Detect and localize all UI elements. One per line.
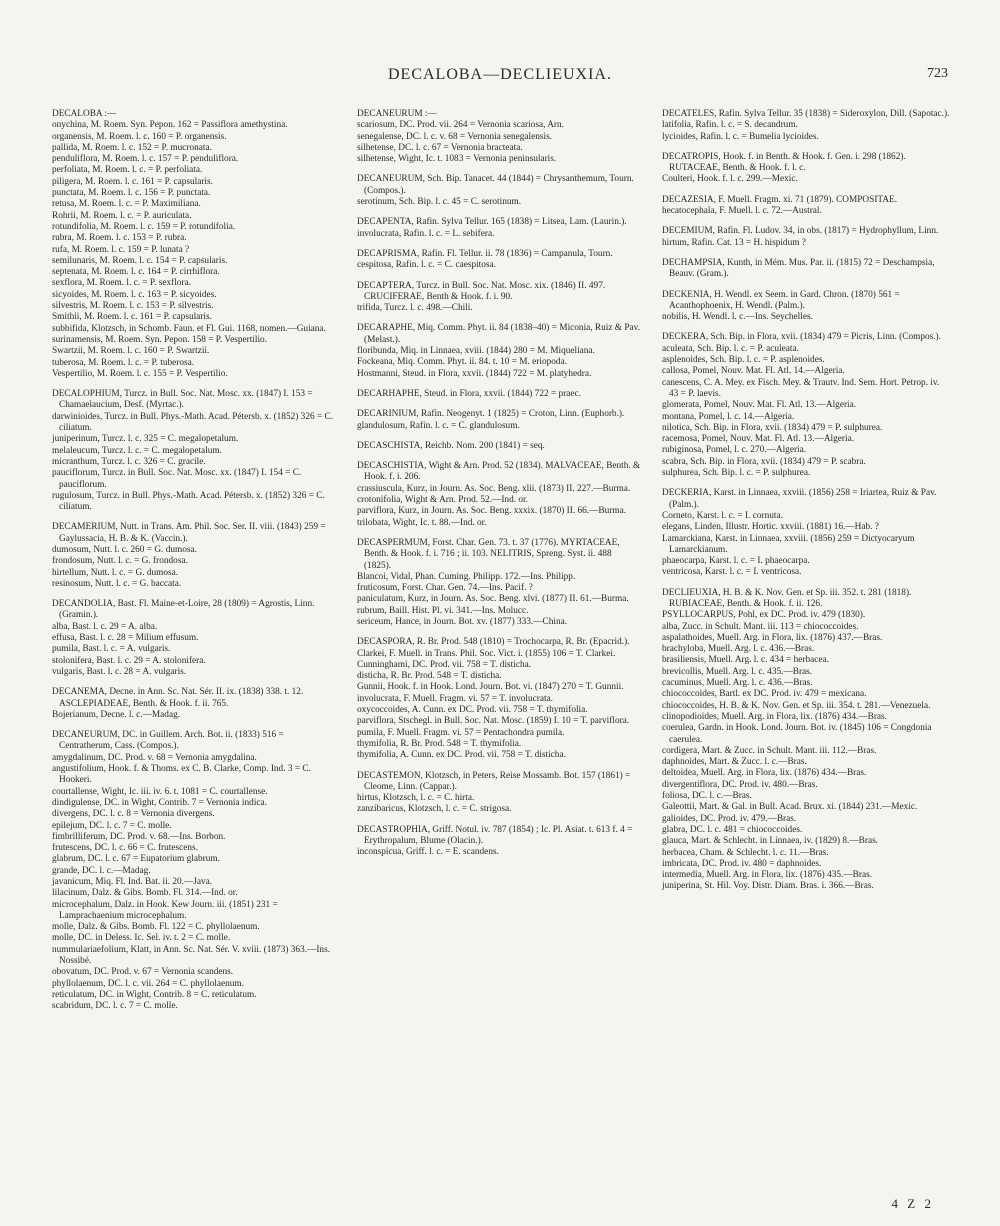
entry-line: involucrata, Rafin. l. c. = L. sebifera.	[357, 228, 495, 239]
entry-line: senegalense, DC. l. c. v. 68 = Vernonia senegalensis.	[357, 131, 553, 142]
entry-line: crassiuscula, Kurz, in Journ. As. Soc. Beng. xlii. (1873) II. 227.—Burma.	[357, 483, 631, 494]
dictionary-entry	[662, 195, 950, 218]
dictionary-entry	[52, 109, 336, 380]
entry-line: rotundifolia, M. Roem. l. c. 159 = P. rotundifolia.	[52, 221, 236, 232]
column-left	[52, 109, 336, 1022]
entry-line: herbacea, Cham. & Schlecht. l. c. 11.—Bras.	[662, 847, 829, 858]
entry-line: brasiliensis, Muell. Arg. l. c. 434 = herbacea.	[662, 655, 829, 666]
entry-line: phyllolaenum, DC. l. c. vii. 264 = C. phyllolaenum.	[52, 978, 244, 989]
dictionary-entry	[357, 409, 641, 432]
entry-heading: DECANEMA, Decne. in Ann. Sc. Nat. Sér. II. ix. (1838) 338. t. 12. ASCLEPIADEAE, Benth. & Hook. f. ii. 765.	[52, 687, 304, 709]
entry-line: molle, DC. in Deless. Ic. Sel. iv. t. 2 = C. molle.	[52, 933, 231, 944]
running-head	[0, 66, 1000, 86]
entry-line: sexflora, M. Roem. l. c. = P. sexflora.	[52, 278, 191, 289]
entry-line: rubiginosa, Pomel, l. c. 270.—Algeria.	[662, 445, 807, 456]
entry-line: dindigulense, DC. in Wight, Contrib. 7 = Vernonia indica.	[52, 797, 267, 808]
entry-line: micranthum, Turcz. l. c. 326 = C. gracile.	[52, 456, 206, 467]
entry-line: epilejum, DC. l. c. 7 = C. molle.	[52, 820, 172, 831]
entry-line: paniculatum, Kurz, in Journ. As. Soc. Beng. xlvi. (1877) II. 61.—Burma.	[357, 594, 629, 605]
entry-line: grande, DC. l. c.—Madag.	[52, 865, 151, 876]
entry-line: effusa, Bast. l. c. 28 = Milium effusum.	[52, 633, 199, 644]
entry-line: glabra, DC. l. c. 481 = chiococcoides.	[662, 824, 803, 835]
entry-line: scabra, Sch. Bip. in Flora, xvii. (1834) 479 = P. scabra.	[662, 456, 866, 467]
entry-heading: DECAPTERA, Turcz. in Bull. Soc. Nat. Mosc. xix. (1846) II. 497. CRUCIFERAE, Benth & Hook. f. i. 90.	[357, 280, 606, 302]
entry-line: chiococcoides, H. B. & K. Nov. Gen. et Sp. iii. 354. t. 281.—Venezuela.	[662, 700, 931, 711]
entry-heading: DECALOPHIUM, Turcz. in Bull. Soc. Nat. Mosc. xx. (1847) I. 153 = Chamaelaucium, Desf. (Myrtac.).	[52, 389, 313, 411]
column-middle	[357, 109, 641, 868]
entry-line: involucrata, F. Muell. Fragm. vi. 57 = T. involucrata.	[357, 693, 553, 704]
entry-line: sericeum, Hance, in Journ. Bot. xv. (1877) 333.—China.	[357, 616, 568, 627]
entry-line: penduliflora, M. Roem. l. c. 157 = P. penduliflora.	[52, 154, 239, 165]
entry-line: pumila, F. Muell. Fragm. vi. 57 = Pentachondra pumila.	[357, 727, 565, 738]
entry-line: Blancoi, Vidal, Phan. Cuming. Philipp. 172.—Ins. Philipp.	[357, 571, 576, 582]
dictionary-entry	[662, 109, 950, 143]
dictionary-entry	[52, 389, 336, 513]
entry-line: Vespertilio, M. Roem. l. c. 155 = P. Vespertilio.	[52, 368, 228, 379]
entry-line: trilobata, Wight, Ic. t. 88.—Ind. or.	[357, 517, 487, 528]
entry-line: phaeocarpa, Karst. l. c. = I. phaeocarpa.	[662, 556, 810, 567]
entry-line: nilotica, Sch. Bip. in Flora, xvii. (1834) 479 = P. sulphurea.	[662, 422, 883, 433]
entry-line: Corneto, Karst. l. c. = I. cornuta.	[662, 510, 783, 521]
entry-line: piligera, M. Roem. l. c. 161 = P. capsularis.	[52, 176, 213, 187]
entry-line: fimbrilliferum, DC. Prod. v. 68.—Ins. Borbon.	[52, 831, 226, 842]
dictionary-entry	[662, 588, 950, 893]
dictionary-entry	[52, 599, 336, 678]
dictionary-entry	[662, 152, 950, 186]
entry-line: serotinum, Sch. Bip. l. c. 45 = C. serotinum.	[357, 197, 522, 208]
dictionary-entry	[357, 771, 641, 816]
entry-heading: DECASPERMUM, Forst. Char. Gen. 73. t. 37 (1776). MYRTACEAE, Benth. & Hook. f. i. 716 ; ii. 103. NELITRIS, Spreng. Syst. ii. 488 (1825).	[357, 537, 620, 571]
entry-line: inconspicua, Griff. l. c. = E. scandens.	[357, 847, 499, 858]
dictionary-entry	[662, 258, 950, 281]
dictionary-entry	[357, 249, 641, 272]
entry-line: Rohrii, M. Roem. l. c. = P. auriculata.	[52, 210, 192, 221]
signature-mark: 4 Z 2	[891, 1196, 934, 1211]
entry-heading: DECARINIUM, Rafin. Neogenyt. 1 (1825) = Croton, Linn. (Euphorb.).	[357, 409, 625, 420]
entry-line: melaleucum, Turcz. l. c. = C. megalopetalum.	[52, 445, 222, 456]
entry-line: juniperinum, Turcz. l. c. 325 = C. megalopetalum.	[52, 434, 239, 445]
dictionary-entry	[357, 441, 641, 452]
entry-line: latifolia, Rafin. l. c. = S. decandrum.	[662, 120, 798, 131]
entry-line: canescens, C. A. Mey. ex Fisch. Mey. & Trautv. Ind. Sem. Hort. Petrop. iv. 43 = P. laevis.	[662, 377, 940, 399]
entry-heading: DECARAPHE, Miq. Comm. Phyt. ii. 84 (1838–40) = Miconia, Ruiz & Pav. (Melast.).	[357, 323, 641, 345]
entry-line: galioides, DC. Prod. iv. 479.—Bras.	[662, 813, 797, 824]
entry-line: trifida, Turcz. l. c. 498.—Chili.	[357, 303, 473, 314]
entry-heading: DECASCHISTA, Reichb. Nom. 200 (1841) = seq.	[357, 440, 545, 451]
entry-line: silhetense, DC. l. c. 67 = Vernonia bracteata.	[357, 142, 523, 153]
entry-line: brachyloba, Muell. Arg. l. c. 436.—Bras.	[662, 644, 815, 655]
entry-line: zanzibaricus, Klotzsch, l. c. = C. strigosa.	[357, 804, 512, 815]
entry-heading: DECKENIA, H. Wendl. ex Seem. in Gard. Chron. (1870) 561 = Acanthophoenix, H. Wendl. (Palm.).	[662, 289, 900, 311]
entry-line: angustifolium, Hook. f. & Thoms. ex C. B. Clarke, Comp. Ind. 3 = C. Hookeri.	[52, 764, 311, 786]
entry-line: silhetense, Wight, Ic. t. 1083 = Vernonia peninsularis.	[357, 154, 557, 165]
entry-line: divergens, DC. l. c. 8 = Vernonia divergens.	[52, 809, 215, 820]
entry-line: cacuminus, Muell. Arg. l. c. 436.—Bras.	[662, 678, 813, 689]
entry-line: tuberosa, M. Roem. l. c. = P. tuberosa.	[52, 357, 195, 368]
entry-line: imbricata, DC. Prod. iv. 480 = daphnoides.	[662, 858, 822, 869]
entry-line: perfoliata, M. Roem. l. c. = P. perfoliata.	[52, 165, 203, 176]
entry-heading: DECAPRISMA, Rafin. Fl. Tellur. ii. 78 (1836) = Campanula, Tourn.	[357, 248, 613, 259]
entry-line: Galeottii, Mart. & Gal. in Bull. Acad. Brux. xi. (1844) 231.—Mexic.	[662, 802, 918, 813]
entry-line: hirtellum, Nutt. l. c. = G. dumosa.	[52, 567, 179, 578]
dictionary-entry	[357, 461, 641, 529]
page-number: 723	[927, 66, 948, 81]
entry-heading: DECASPORA, R. Br. Prod. 548 (1810) = Trochocarpa, R. Br. (Epacrid.).	[357, 637, 630, 648]
entry-line: silvestris, M. Roem. l. c. 153 = P. silvestris.	[52, 301, 214, 312]
dictionary-entry	[357, 825, 641, 859]
entry-line: hirtum, Rafin. Cat. 13 = H. hispidum ?	[662, 237, 806, 248]
entry-line: intermedia, Muell. Arg. in Flora, lix. (1876) 435.—Bras.	[662, 870, 873, 881]
entry-line: thymifolia, R. Br. Prod. 548 = T. thymifolia.	[357, 738, 522, 749]
entry-line: callosa, Pomel, Nouv. Mat. Fl. Atl. 14.—Algeria.	[662, 366, 845, 377]
running-title: DECALOBA—DECLIEUXIA.	[388, 66, 612, 83]
entry-line: ventricosa, Karst. l. c. = I. ventricosa.	[662, 567, 802, 578]
entry-line: daphnoides, Mart. & Zucc. l. c.—Bras.	[662, 757, 807, 768]
entry-line: pumila, Bast. l. c. = A. vulgaris.	[52, 644, 171, 655]
entry-line: Lamarckiana, Karst. in Linnaea, xxviii. (1856) 259 = Dictyocaryum Lamarckianum.	[662, 533, 915, 555]
entry-line: pallida, M. Roem. l. c. 152 = P. mucronata.	[52, 142, 212, 153]
entry-line: onychina, M. Roem. Syn. Pepon. 162 = Passiflora amethystina.	[52, 120, 288, 131]
entry-line: asplenoides, Sch. Bip. l. c. = P. asplenoides.	[662, 355, 825, 366]
entry-heading: DECANEURUM, Sch. Bip. Tanacet. 44 (1844) = Chrysanthemum, Tourn. (Compos.).	[357, 174, 634, 196]
entry-line: floribunda, Miq. in Linnaea, xviii. (1844) 280 = M. Miqueliana.	[357, 346, 595, 357]
entry-line: hirtus, Klotzsch, l. c. = C. hirta.	[357, 793, 475, 804]
entry-line: clinopodioides, Muell. Arg. in Flora, lix. (1876) 434.—Bras.	[662, 711, 888, 722]
entry-line: crotonifolia, Wight & Arn. Prod. 52.—Ind. or.	[357, 495, 528, 506]
entry-line: cordigera, Mart. & Zucc. in Schult. Mant. iii. 112.—Bras.	[662, 745, 877, 756]
dictionary-entry	[662, 332, 950, 479]
entry-line: pauciflorum, Turcz. in Bull. Soc. Nat. Mosc. xx. (1847) I. 154 = C. pauciflorum.	[52, 468, 302, 490]
entry-line: surinamensis, M. Roem. Syn. Pepon. 158 = P. Vespertilio.	[52, 334, 268, 345]
entry-heading: DECATELES, Rafin. Sylva Tellur. 35 (1838) = Sideroxylon, Dill. (Sapotac.).	[662, 109, 950, 119]
entry-heading: DECANEURUM, DC. in Guillem. Arch. Bot. ii. (1833) 516 = Centratherum, Cass. (Compos.).	[52, 730, 284, 752]
entry-line: glabrum, DC. l. c. 67 = Eupatorium glabrum.	[52, 854, 220, 865]
entry-heading: DECAZESIA, F. Muell. Fragm. xi. 71 (1879). COMPOSITAE.	[662, 194, 898, 205]
entry-heading: DECASCHISTIA, Wight & Arn. Prod. 52 (1834). MALVACEAE, Benth. & Hook. f. i. 206.	[357, 461, 641, 483]
entry-line: thymifolia, A. Cunn. ex DC. Prod. vii. 758 = T. disticha.	[357, 750, 566, 761]
entry-line: rugulosum, Turcz. in Bull. Phys.-Math. Acad. Pétersb. x. (1852) 326 = C. ciliatum.	[52, 490, 325, 513]
dictionary-entry	[357, 538, 641, 628]
entry-line: obovatum, DC. Prod. v. 67 = Vernonia scandens.	[52, 967, 234, 978]
entry-line: disticha, R. Br. Prod. 548 = T. disticha.	[357, 671, 502, 682]
entry-line: lycioides, Rafin. l. c. = Bumelia lycioides.	[662, 131, 819, 142]
entry-line: Clarkei, F. Muell. in Trans. Phil. Soc. Vict. i. (1855) 106 = T. Clarkei.	[357, 648, 616, 659]
entry-line: juniperina, St. Hil. Voy. Distr. Diam. Bras. i. 366.—Bras.	[662, 881, 874, 892]
dictionary-entry	[357, 109, 641, 165]
entry-line: sicyoides, M. Roem. l. c. 163 = P. sicyoides.	[52, 289, 217, 300]
entry-line: Fockeana, Miq. Comm. Phyt. ii. 84. t. 10 = M. eriopoda.	[357, 357, 568, 368]
entry-heading: DECKERA, Sch. Bip. in Flora, xvii. (1834) 479 = Picris, Linn. (Compos.).	[662, 332, 941, 343]
entry-line: chiococcoides, Bartl. ex DC. Prod. iv. 479 = mexicana.	[662, 689, 867, 700]
entry-line: punctata, M. Roem. l. c. 156 = P. punctata.	[52, 188, 211, 199]
entry-line: Smithii, M. Roem. l. c. 161 = P. capsularis.	[52, 312, 212, 323]
entry-line: rubra, M. Roem. l. c. 153 = P. rubra.	[52, 233, 187, 244]
dictionary-entry	[662, 290, 950, 324]
entry-line: vulgaris, Bast. l. c. 28 = A. vulgaris.	[52, 666, 187, 677]
entry-line: divergentiflora, DC. Prod. iv. 480.—Bras.	[662, 779, 818, 790]
entry-line: Gunnii, Hook. f. in Hook. Lond. Journ. Bot. vi. (1847) 270 = T. Gunnii.	[357, 682, 624, 693]
entry-line: elegans, Linden, Illustr. Hortic. xxviii. (1881) 16.—Hab. ?	[662, 522, 879, 533]
entry-line: javanicum, Miq. Fl. Ind. Bat. ii. 20.—Java.	[52, 877, 213, 887]
entry-line: organensis, M. Roem. l. c. 160 = P. organensis.	[52, 131, 227, 142]
entry-line: scabridum, DC. l. c. 7 = C. molle.	[52, 1001, 178, 1012]
entry-line: rubrum, Baill. Hist. Pl. vi. 341.—Ins. Molucc.	[357, 605, 529, 616]
dictionary-entry	[357, 389, 641, 400]
entry-line: microcephalum, Dalz. in Hook. Kew Journ. iii. (1851) 231 = Lamprachaenium microcephalum.	[52, 899, 278, 921]
entry-line: alba, Zucc. in Schult. Mant. iii. 113 = chiococcoides.	[662, 621, 859, 632]
entry-heading: DECLIEUXIA, H. B. & K. Nov. Gen. et Sp. iii. 352. t. 281 (1818). RUBIACEAE, Benth. & Hook. f. ii. 126.	[662, 587, 912, 609]
entry-line: cespitosa, Rafin. l. c. = C. caespitosa.	[357, 260, 496, 271]
entry-line: montana, Pomel, l. c. 14.—Algeria.	[662, 411, 795, 422]
entry-line: nobilis, H. Wendl. l. c.—Ins. Seychelles.	[662, 312, 813, 323]
entry-line: brevicollis, Muell. Arg. l. c. 435.—Bras.	[662, 666, 813, 677]
entry-heading: DECEMIUM, Rafin. Fl. Ludov. 34, in obs. (1817) = Hydrophyllum, Linn.	[662, 226, 939, 237]
entry-line: Bojerianum, Decne. l. c.—Madag.	[52, 709, 181, 720]
dictionary-entry	[662, 488, 950, 578]
entry-heading: DECHAMPSIA, Kunth, in Mém. Mus. Par. ii. (1815) 72 = Deschampsia, Beauv. (Gram.).	[662, 257, 935, 280]
entry-line: parviflora, Stschegl. in Bull. Soc. Nat. Mosc. (1859) I. 10 = T. parviflora.	[357, 716, 630, 727]
dictionary-entry	[357, 281, 641, 315]
dictionary-entry	[357, 174, 641, 208]
entry-line: fruticosum, Forst. Char. Gen. 74.—Ins. Pacif. ?	[357, 583, 533, 594]
entry-heading: DECKERIA, Karst. in Linnaea, xxviii. (1856) 258 = Iriartea, Ruiz & Pav. (Palm.).	[662, 488, 937, 510]
entry-line: coerulea, Gardn. in Hook. Lond. Journ. Bot. iv. (1845) 106 = Congdonia caerulea.	[662, 723, 932, 745]
entry-line: courtallense, Wight, Ic. iii. iv. 6. t. 1081 = C. courtallense.	[52, 786, 268, 797]
entry-line: molle, Dalz. & Gibs. Bomb. Fl. 122 = C. phyllolaenum.	[52, 922, 260, 933]
entry-line: glauca, Mart. & Schlecht. in Linnaea, iv. (1829) 8.—Bras.	[662, 836, 879, 847]
entry-line: sulphurea, Sch. Bip. l. c. = P. sulphurea.	[662, 468, 811, 479]
entry-line: reticulatum, DC. in Wight, Contrib. 8 = C. reticulatum.	[52, 989, 257, 1000]
dictionary-entry	[357, 323, 641, 379]
dictionary-entry	[357, 637, 641, 761]
entry-heading: DECASTROPHIA, Griff. Notul. iv. 787 (1854) ; Ic. Pl. Asiat. t. 613 f. 4 = Erythropalum, Blume (Olacin.).	[357, 824, 633, 847]
entry-line: oxycoccoides, A. Cunn. ex DC. Prod. vii. 758 = T. thymifolia.	[357, 705, 588, 716]
entry-heading: DECARHAPHE, Steud. in Flora, xxvii. (1844) 722 = praec.	[357, 388, 581, 399]
entry-line: aspalathoides, Muell. Arg. in Flora, lix. (1876) 437.—Bras.	[662, 632, 883, 643]
entry-heading: DECATROPIS, Hook. f. in Benth. & Hook. f. Gen. i. 298 (1862). RUTACEAE, Benth. & Hook. f. l. c.	[662, 151, 906, 174]
dictionary-entry	[357, 217, 641, 240]
entry-line: scariosum, DC. Prod. vii. 264 = Vernonia scariosa, Arn.	[357, 120, 564, 131]
entry-line: aculeata, Sch. Bip. l. c. = P. aculeata.	[662, 343, 799, 354]
entry-line: glandulosum, Rafin. l. c. = C. glandulosum.	[357, 420, 520, 431]
column-right	[662, 109, 950, 902]
entry-heading: DECAPENTA, Rafin. Sylva Tellur. 165 (1838) = Litsea, Lam. (Laurin.).	[357, 217, 627, 228]
dictionary-entry	[52, 730, 336, 1012]
entry-line: glomerata, Pomel, Nouv. Mat. Fl. Atl. 13.—Algeria.	[662, 400, 857, 411]
entry-line: nummulariaefolium, Klatt, in Ann. Sc. Nat. Sér. V. xviii. (1873) 363.—Ins. Nossibé.	[52, 944, 331, 967]
entry-line: hecatocephala, F. Muell. l. c. 72.—Austral.	[662, 206, 822, 217]
entry-line: semilunaris, M. Roem. l. c. 154 = P. capsularis.	[52, 255, 228, 266]
entry-heading: DECAMERIUM, Nutt. in Trans. Am. Phil. Soc. Ser. II. viii. (1843) 259 = Gaylussacia, H. B. & K. (Vaccin.).	[52, 522, 326, 544]
entry-line: parviflora, Kurz, in Journ. As. Soc. Beng. xxxix. (1870) II. 66.—Burma.	[357, 506, 627, 517]
entry-line: racemosa, Pomel, Nouv. Mat. Fl. Atl. 13.—Algeria.	[662, 434, 855, 445]
entry-line: deltoidea, Muell. Arg. in Flora, lix. (1876) 434.—Bras.	[662, 768, 867, 779]
entry-line: alba, Bast. l. c. 29 = A. alba.	[52, 621, 158, 632]
entry-line: PSYLLOCARPUS, Pohl, ex DC. Prod. iv. 479 (1830).	[662, 610, 866, 621]
entry-line: lilacinum, Dalz. & Gibs. Bomb. Fl. 314.—Ind. or.	[52, 888, 238, 899]
entry-line: septenata, M. Roem. l. c. 164 = P. cirrhiflora.	[52, 267, 220, 278]
entry-line: subbifida, Klotzsch, in Schomb. Faun. et Fl. Gui. 1168, nomen.—Guiana.	[52, 323, 326, 334]
entry-line: resinosum, Nutt. l. c. = G. baccata.	[52, 578, 182, 589]
entry-line: frutescens, DC. l. c. 66 = C. frutescens.	[52, 843, 198, 854]
dictionary-entry	[52, 522, 336, 590]
entry-heading: DECALOBA :—	[52, 109, 117, 119]
dictionary-entry	[662, 226, 950, 249]
entry-line: Hostmanni, Steud. in Flora, xxvii. (1844) 722 = M. platyhedra.	[357, 368, 592, 379]
entry-heading: DECANDOLIA, Bast. Fl. Maine-et-Loire, 28 (1809) = Agrostis, Linn. (Gramin.).	[52, 599, 315, 621]
dictionary-entry	[52, 687, 336, 721]
entry-heading: DECANEURUM :—	[357, 109, 437, 119]
entry-line: foliosa, DC. l. c.—Bras.	[662, 791, 752, 802]
entry-line: Cunninghami, DC. Prod. vii. 758 = T. disticha.	[357, 659, 532, 670]
entry-line: amygdalinum, DC. Prod. v. 68 = Vernonia amygdalina.	[52, 752, 257, 763]
entry-line: Coulteri, Hook. f. l. c. 299.—Mexic.	[662, 174, 798, 185]
entry-line: rufa, M. Roem. l. c. 159 = P. lunata ?	[52, 244, 190, 255]
entry-line: retusa, M. Roem. l. c. = P. Maximiliana.	[52, 199, 201, 210]
entry-line: stolonifera, Bast. l. c. 29 = A. stolonifera.	[52, 655, 206, 666]
entry-line: darwinioides, Turcz. in Bull. Phys.-Math. Acad. Pétersb. x. (1852) 326 = C. ciliatum.	[52, 411, 334, 434]
entry-line: frondosum, Nutt. l. c. = G. frondosa.	[52, 556, 188, 567]
entry-heading: DECASTEMON, Klotzsch, in Peters, Reise Mossamb. Bot. 157 (1861) = Cleome, Linn. (Cappar.).	[357, 770, 631, 792]
entry-line: Swartzii, M. Roem. l. c. 160 = P. Swartzii.	[52, 346, 210, 357]
entry-line: dumosum, Nutt. l. c. 260 = G. dumosa.	[52, 544, 197, 555]
